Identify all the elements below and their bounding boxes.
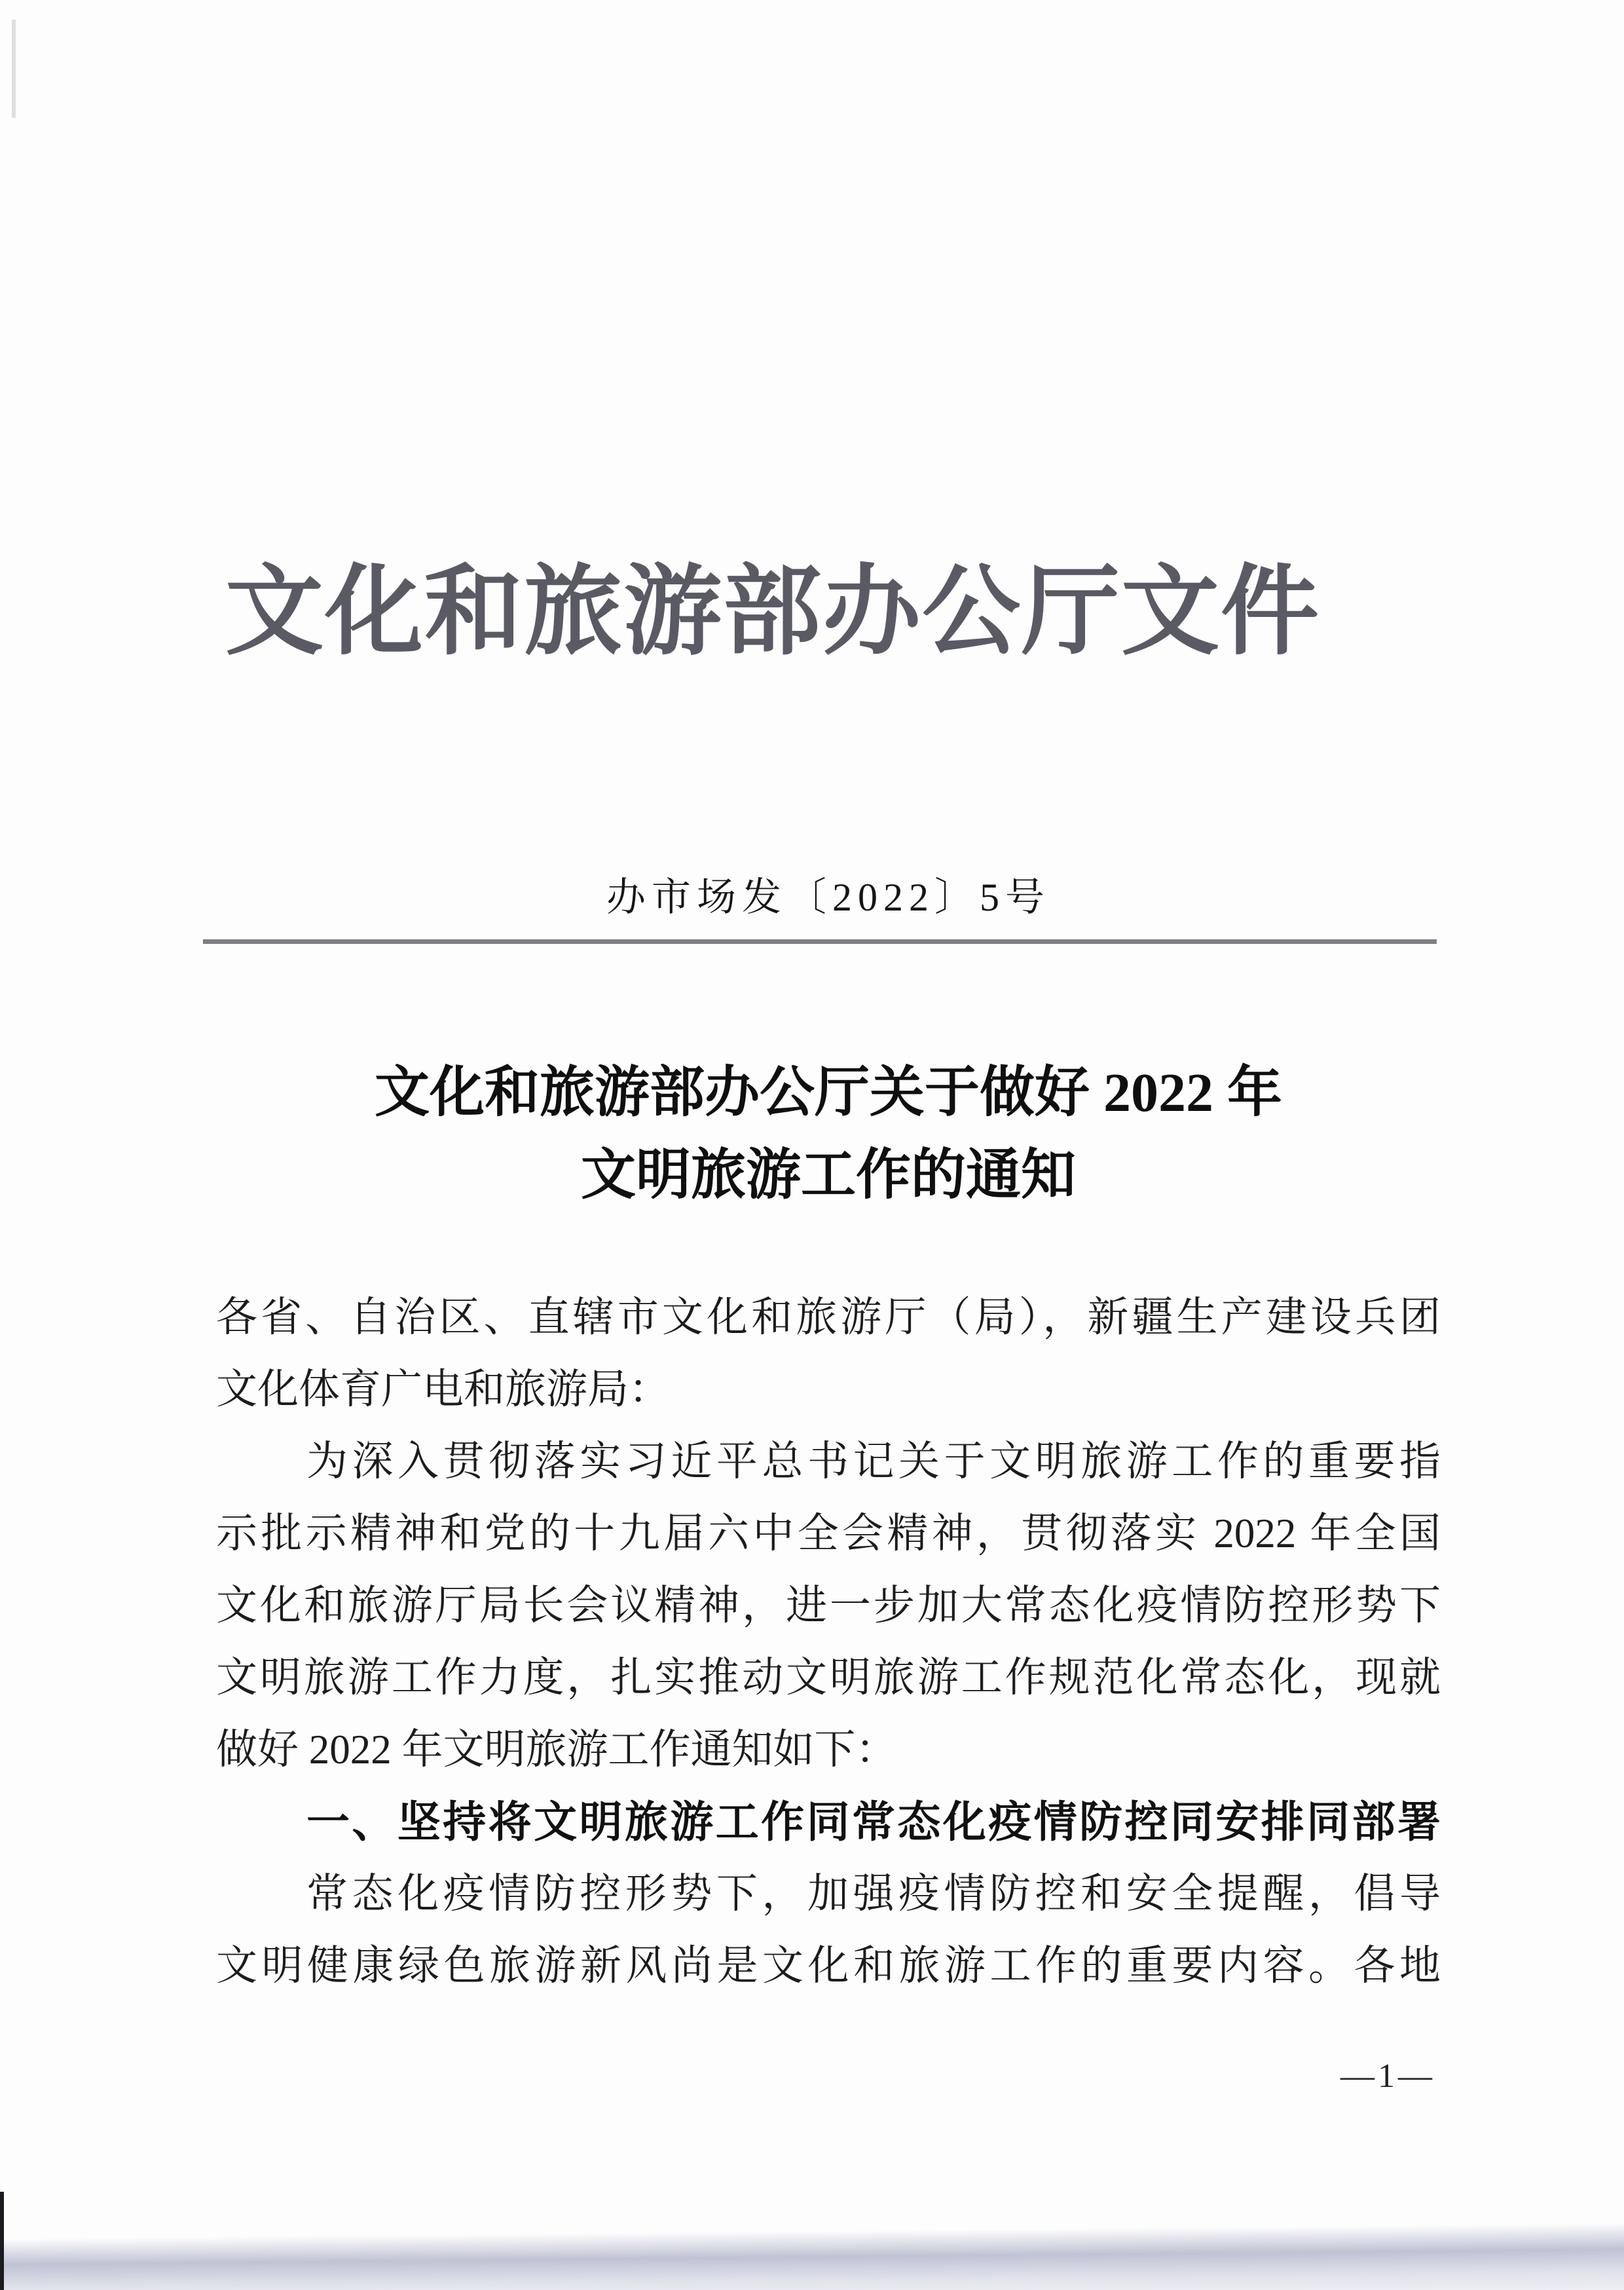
document-number: 办市场发〔2022〕5号 xyxy=(606,876,1050,919)
body-line-addressees-cont: 文化体育广电和旅游局： xyxy=(216,1366,670,1412)
document-body xyxy=(216,1281,1441,2002)
body-line-paragraph: 示批示精神和党的十九届六中全会精神，贯彻落实 2022 年全国 xyxy=(216,1511,1441,1556)
body-line-paragraph: 文明健康绿色旅游新风尚是文化和旅游工作的重要内容。各地 xyxy=(216,1943,1441,1989)
body-line-paragraph: 文明旅游工作力度，扎实推动文明旅游工作规范化常态化，现就 xyxy=(216,1655,1441,1700)
body-line-addressees: 各省、自治区、直辖市文化和旅游厅（局），新疆生产建设兵团 xyxy=(216,1294,1441,1340)
body-line-paragraph-end: 做好 2022 年文明旅游工作通知如下： xyxy=(216,1727,897,1773)
letterhead-divider-rule xyxy=(203,939,1437,944)
letterhead-title: 文化和旅游部办公厅文件 xyxy=(225,558,1320,667)
scan-artifact-bottom-shadow xyxy=(0,2223,1624,2290)
page-number: —1— xyxy=(1340,2057,1435,2095)
section-heading-1: 一、坚持将文明旅游工作同常态化疫情防控同安排同部署 xyxy=(306,1797,1441,1846)
document-title xyxy=(216,1052,1441,1217)
scan-artifact-top-left xyxy=(12,20,16,118)
document-title-line-2: 文明旅游工作的通知 xyxy=(580,1145,1076,1206)
body-line-paragraph: 常态化疫情防控形势下，加强疫情防控和安全提醒，倡导 xyxy=(306,1871,1441,1917)
body-line-paragraph: 为深入贯彻落实习近平总书记关于文明旅游工作的重要指 xyxy=(306,1438,1441,1484)
scan-artifact-left-edge xyxy=(0,2192,4,2290)
body-line-paragraph: 文化和旅游厅局长会议精神，进一步加大常态化疫情防控形势下 xyxy=(216,1583,1441,1628)
document-title-line-1: 文化和旅游部办公厅关于做好 2022 年 xyxy=(374,1062,1282,1123)
